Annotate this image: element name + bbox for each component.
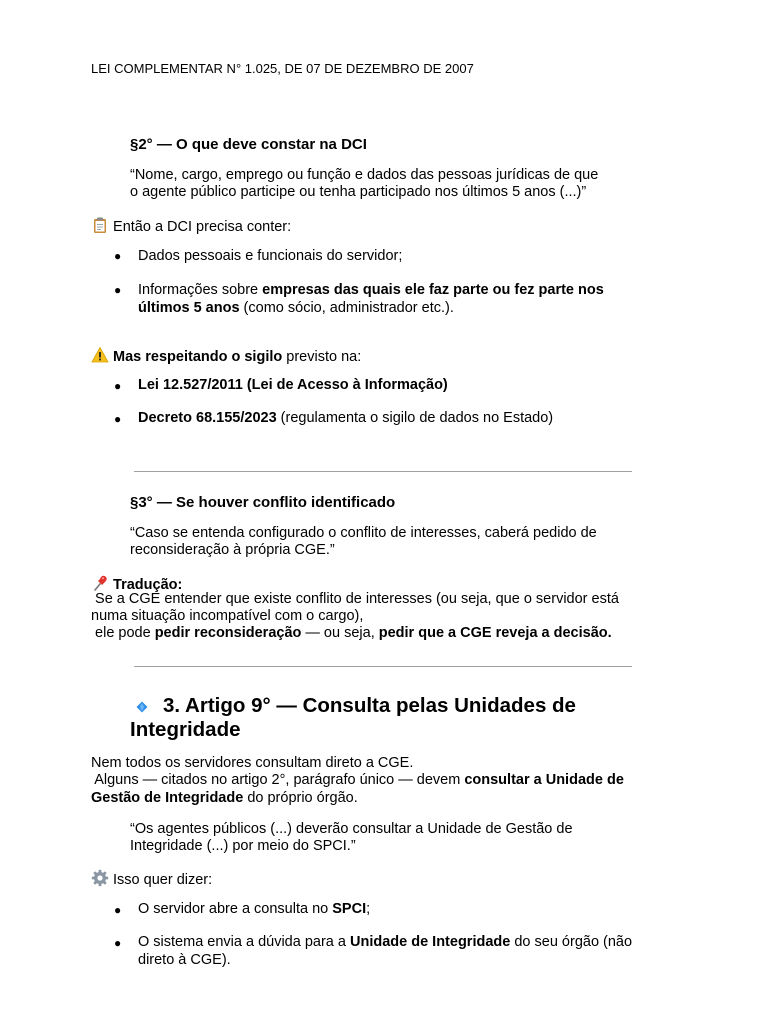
list-item-informacoes xyxy=(138,282,604,317)
section-heading-s3: §3° — Se houver conflito identificado xyxy=(130,494,396,511)
text-segment: do seu órgão (não xyxy=(510,934,633,950)
text-segment-bold: Mas respeitando o sigilo xyxy=(113,349,283,365)
gear-icon xyxy=(91,869,109,887)
list-item-sistema xyxy=(138,934,632,969)
text-segment-bold: Gestão de Integridade xyxy=(91,790,244,806)
list-item-dados: Dados pessoais e funcionais do servidor; xyxy=(138,248,403,264)
quote-s2-line1: “Nome, cargo, emprego ou função e dados das pessoas jurídicas de que xyxy=(130,167,599,183)
divider xyxy=(134,471,632,472)
section-heading-s2: §2° — O que deve constar na DCI xyxy=(130,136,367,153)
translation-line3 xyxy=(91,625,612,643)
text-segment-bold: Unidade de Integridade xyxy=(349,934,511,950)
text-segment-bold: últimos 5 anos xyxy=(138,299,240,316)
quote-s3-line1: “Caso se entenda configurado o conflito de interesses, caberá pedido de xyxy=(130,525,597,541)
text-segment: Alguns — citados no artigo 2°, parágrafo único — devem xyxy=(91,772,465,788)
text-segment: direto à CGE). xyxy=(138,951,231,968)
text-segment: Isso quer dizer: xyxy=(113,872,213,888)
text-segment-bold: pedir reconsideração xyxy=(154,625,302,641)
means-line xyxy=(91,869,212,890)
bullet-marker: ● xyxy=(114,283,122,297)
article-heading-line1: 3. Artigo 9° — Consulta pelas Unidades de xyxy=(163,694,576,717)
text-segment: previsto na: xyxy=(282,349,362,365)
text-segment: O servidor abre a consulta no xyxy=(138,901,333,917)
text-segment-bold: consultar a Unidade de xyxy=(464,772,624,788)
paragraph-line3 xyxy=(91,790,358,808)
text-segment-bold: Tradução: xyxy=(113,577,183,593)
bullet-marker: ● xyxy=(114,379,122,393)
list-item-spci xyxy=(138,901,370,919)
text-segment-bold: Decreto 68.155/2023 xyxy=(138,410,277,426)
text-segment-bold: empresas das quais ele faz parte ou fez parte nos xyxy=(262,282,604,298)
text-segment: — ou seja, xyxy=(301,625,379,641)
text-segment: Informações sobre xyxy=(138,282,263,298)
bullet-marker: ● xyxy=(114,903,122,917)
quote-art9-line2: Integridade (...) por meio do SPCI.” xyxy=(130,838,356,854)
list-item-lei: Lei 12.527/2011 (Lei de Acesso à Informação) xyxy=(138,377,448,393)
clipboard-icon xyxy=(91,216,109,234)
text-segment: (regulamenta o sigilo de dados no Estado) xyxy=(276,410,554,426)
text-segment: ele pode xyxy=(91,625,155,641)
diamond-icon xyxy=(136,701,148,713)
bullet-marker: ● xyxy=(114,936,122,950)
text-segment-bold: pedir que a CGE reveja a decisão. xyxy=(378,625,612,641)
bullet-marker: ● xyxy=(114,412,122,426)
list-item-decreto xyxy=(138,410,553,428)
intro-text: Então a DCI precisa conter: xyxy=(113,219,292,235)
page-header: LEI COMPLEMENTAR N° 1.025, DE 07 DE DEZEMBRO DE 2007 xyxy=(91,61,474,76)
quote-s2-line2: o agente público participe ou tenha participado nos últimos 5 anos (...)” xyxy=(130,184,587,200)
text-segment: ; xyxy=(366,901,371,917)
warning-line xyxy=(91,346,361,367)
text-segment-bold: SPCI xyxy=(332,901,367,917)
pushpin-icon xyxy=(91,574,109,592)
paragraph-line1: Nem todos os servidores consultam direto a CGE. xyxy=(91,755,414,771)
translation-line1: Se a CGE entender que existe conflito de interesses (ou seja, que o servidor está xyxy=(91,591,619,607)
quote-art9-line1: “Os agentes públicos (...) deverão consultar a Unidade de Gestão de xyxy=(130,821,573,837)
divider xyxy=(134,666,632,667)
article-heading-line2: Integridade xyxy=(130,718,241,741)
translation-line2: numa situação incompatível com o cargo), xyxy=(91,608,364,624)
bullet-marker: ● xyxy=(114,249,122,263)
text-segment: do próprio órgão. xyxy=(243,790,358,806)
warning-icon xyxy=(91,346,109,364)
text-segment: O sistema envia a dúvida para a xyxy=(138,934,350,950)
text-segment: (como sócio, administrador etc.). xyxy=(239,299,454,316)
intro-line xyxy=(91,216,291,237)
paragraph-line2 xyxy=(91,772,624,790)
quote-s3-line2: reconsideração à própria CGE.” xyxy=(130,542,335,558)
